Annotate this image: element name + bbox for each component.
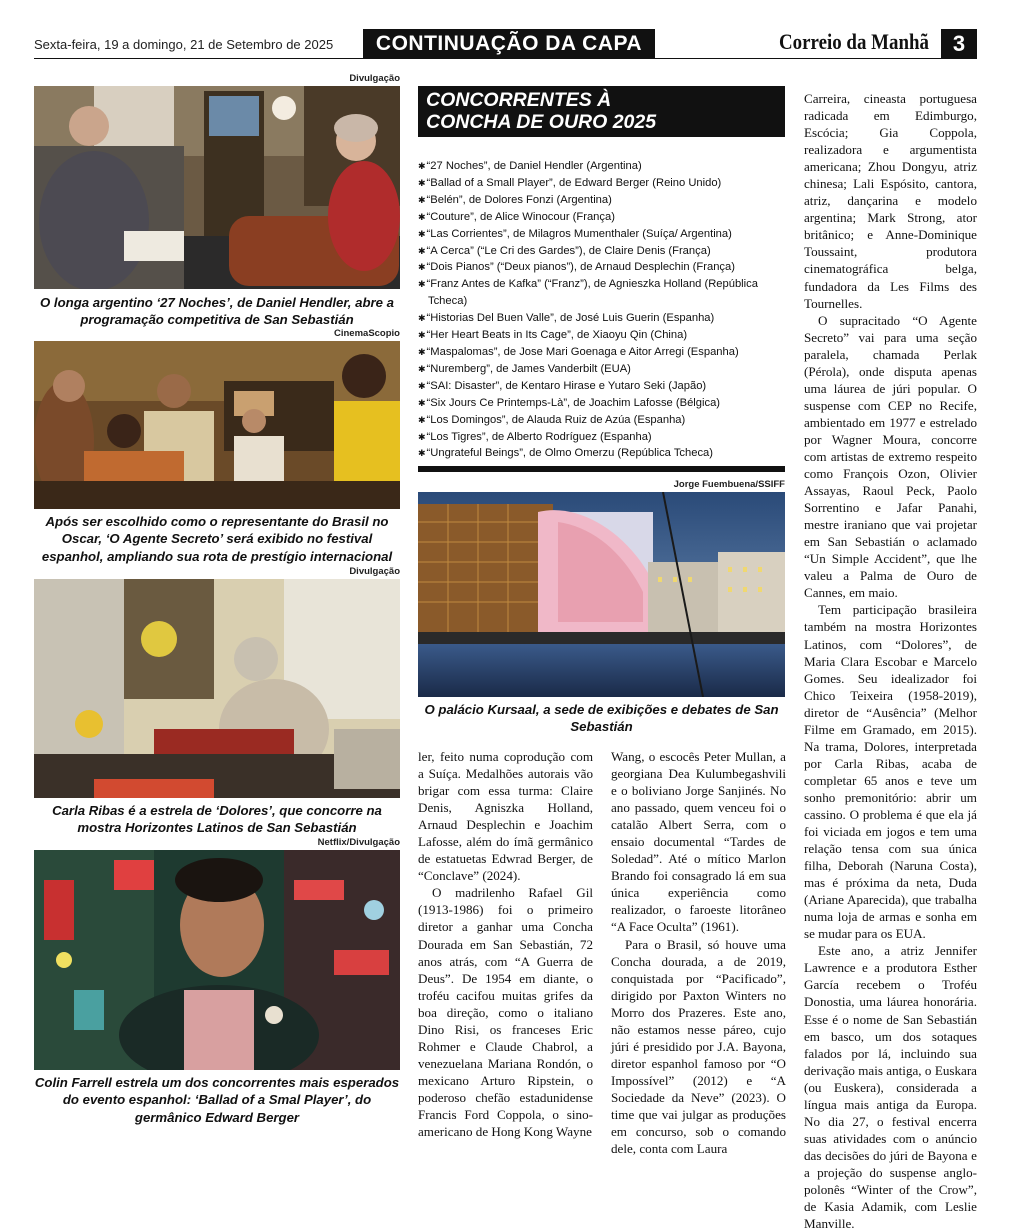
film-item: ✱ “Nuremberg”, de James Vanderbilt (EUA): [418, 361, 788, 378]
photo-caption: Após ser escolhido como o representante do Brasil no Oscar, ‘O Agente Secreto’ será exibido no festival espanhol, ampliando sua rota de prestígio internacional: [41, 514, 393, 564]
article-paragraph: Para o Brasil, só houve uma Concha dourada, a de 2019, conquistada por “Pacificado”, dirigido por Paxton Winters no Morro dos Prazeres. Este ano, não estamos nesse páreo, cujo júri é presidido por J.A. Bayona, diretor espanhol famoso por “O Impossível” (2012) e “A Sociedade da Neve” (2023). O time que vai julgar as produções em concurso, sob o comando dele, conta com Laura: [611, 936, 786, 1157]
photo-dolores: [34, 579, 400, 798]
film-item: ✱ “Los Tigres”, de Alberto Rodríguez (Espanha): [418, 429, 788, 446]
article-paragraph: Tem participação brasileira também na mostra Horizontes Latinos, com “Dolores”, de Maria Clara Escobar e Marcelo Gomes. Seu idealizador foi Chico Teixeira (1958-2019), diretor de “Ausência” (Melhor Filme em Gramado, em 2015). Na trama, Dolores, interpretada por Carla Ribas, acaba de completar 65 anos e teve um sonho premonitório: abrir um cassino. O problema é que ela já foi viciada em jogos e tem uma relação tensa com sua única filha, Deborah (Naruna Costa), mas é próxima da neta, Duda (Ariane Aparecida), que trabalha numa loja de armas e sonha em se mudar para os EUA.: [804, 602, 977, 942]
photo-o-agente-secreto: [34, 341, 400, 509]
photo-credit: Divulgação: [349, 73, 400, 84]
article-paragraph: Wang, o escocês Peter Mullan, a georgiana Dea Kulumbegashvili e o boliviano Jorge Sanjinés. No ano passado, quem venceu foi o catalão Albert Serra, com o ensaio documental “Tardes de Soledad”. Até o mítico Marlon Brando foi consagrado lá em sua única experiência como realizador, o faroeste litorâneo “A Face Oculta” (1961).: [611, 749, 786, 935]
photo-credit: CinemaScopio: [334, 328, 400, 339]
photo-kursaal: [418, 492, 785, 697]
section-title: CONTINUAÇÃO DA CAPA: [363, 29, 655, 58]
photo-caption: Carla Ribas é a estrela de ‘Dolores’, que concorre na mostra Horizontes Latinos de San Sebastián: [52, 803, 382, 836]
article-paragraph: O supracitado “O Agente Secreto” vai para uma seção paralela, chamada Perlak (Pérola), onde disputa apenas uma láurea de júri popular. O suspense com CEP no Recife, ambientado em 1977 e estrelado por Wagner Moura, concorre com artistas de extremo respeito como François Ozon, Olivier Assayas, Raoul Peck, Paolo Sorrentino e Jafar Panahi, mestre iraniano que vai projetar em San Sebastián o aclamado “Un Simple Accident”, que lhe valeu a Palma de Ouro de Cannes, em maio.: [804, 312, 977, 601]
box-title: [418, 86, 785, 137]
newspaper-logo: Correio da Manhã: [779, 29, 929, 54]
edition-date: Sexta-feira, 19 a domingo, 21 de Setembro de 2025: [34, 37, 334, 52]
film-item: ✱ “Ballad of a Small Player”, de Edward Berger (Reino Unido): [418, 175, 788, 192]
article-column-2: [611, 748, 786, 1157]
film-item: ✱ “Dois Pianos” (“Deux pianos”), de Arnaud Desplechin (França): [418, 259, 788, 276]
photo-caption: Colin Farrell estrela um dos concorrentes mais esperados do evento espanhol: ‘Ballad of a Smal Player’, do germânico Edward Berger: [34, 1075, 400, 1125]
film-list: [418, 158, 788, 462]
film-item: ✱ “Her Heart Beats in Its Cage”, de Xiaoyu Qin (China): [418, 327, 788, 344]
film-item: ✱ “A Cerca” (“Le Cri des Gardes”), de Claire Denis (França): [418, 243, 788, 260]
film-item: ✱ “Six Jours Ce Printemps-Là”, de Joachim Lafosse (Bélgica): [418, 395, 788, 412]
box-title-line: CONCORRENTES À: [426, 89, 612, 111]
box-title-line: CONCHA DE OURO 2025: [426, 111, 657, 133]
page-number: 3: [941, 29, 977, 58]
film-item: ✱ “Las Corrientes”, de Milagros Mumenthaler (Suíça/ Argentina): [418, 226, 788, 243]
photo-ballad-of-a-small-player: [34, 850, 400, 1070]
header-divider: [34, 58, 977, 59]
box-divider: [418, 466, 785, 472]
article-paragraph: Este ano, a atriz Jennifer Lawrence e a produtora Esther García recebem o Troféu Donostia, uma láurea honorária. Esse é o nome de San Sebastián em basco, um dos sotaques falados por lá, incluindo sua derivação mais antiga, o Euskara (ou Euskera), considerada a língua mais antiga da Europa. No dia 27, o festival encerra suas atividades com o anúncio das decisões do júri de Bayona e a projeção do suspense anglo-polonês “Winter of the Crow”, de Kasia Adamik, com Leslie Manville.: [804, 943, 977, 1232]
photo-caption: O palácio Kursaal, a sede de exibições e debates de San Sebastián: [424, 702, 779, 735]
photo-credit: Divulgação: [349, 566, 400, 577]
article-paragraph: ler, feito numa coprodução com a Suíça. Medalhões autorais vão brigar com essa turma: Claire Denis, Agniszka Holland, Arnaud Desplechin e Joachim Lafosse, além do ímã germânico de estatuetas Edwrad Berger, de “Conclave” (2024).: [418, 749, 593, 884]
article-paragraph: Carreira, cineasta portuguesa radicada em Edimburgo, Escócia; Gia Coppola, realizadora e argumentista americana; Zhou Dongyu, atriz chinesa; Lali Espósito, cantora, atriz, dançarina e modelo argentina; Mark Strong, ator britânico; e Anne-Dominique Toussaint, produtora cinematográfica belga, fundadora da Les Films des Tournelles.: [804, 91, 977, 311]
film-item: ✱ “SAI: Disaster”, de Kentaro Hirase e Yutaro Seki (Japão): [418, 378, 788, 395]
film-item: ✱ “Maspalomas”, de Jose Mari Goenaga e Aitor Arregi (Espanha): [418, 344, 788, 361]
photo-caption: O longa argentino ‘27 Noches’, de Daniel Hendler, abre a programação competitiva de San Sebastián: [40, 295, 394, 328]
film-item: ✱ “Los Domingos”, de Alauda Ruiz de Azúa (Espanha): [418, 412, 788, 429]
article-column-3: [804, 90, 977, 1232]
film-item: ✱ “Franz Antes de Kafka” (“Franz”), de Agnieszka Holland (República Tcheca): [418, 276, 788, 310]
article-column-1: [418, 748, 593, 1140]
photo-credit: Jorge Fuembuena/SSIFF: [673, 479, 785, 490]
film-item: ✱ “27 Noches”, de Daniel Hendler (Argentina): [418, 158, 788, 175]
photo-credit: Netflix/Divulgação: [317, 837, 400, 848]
film-item: ✱ “Couture”, de Alice Winocour (França): [418, 209, 788, 226]
film-item: ✱ “Historias Del Buen Valle”, de José Luis Guerin (Espanha): [418, 310, 788, 327]
article-paragraph: O madrilenho Rafael Gil (1913-1986) foi o primeiro diretor a ganhar uma Concha Dourada em San Sebastián, 72 anos atrás, com “A Guerra de Deus”. De 1954 em diante, o troféu cacifou muitas grifes da boa direção, como o italiano Dino Risi, os franceses Eric Rohmer e Claude Chabrol, a venezuelana Mariana Rondón, o mexicano Arturo Ripstein, o poderoso chefão estadunidense Francis Ford Coppola, o sino-americano de Hong Kong Wayne: [418, 885, 593, 1140]
film-item: ✱ “Belén”, de Dolores Fonzi (Argentina): [418, 192, 788, 209]
film-item: ✱ “Ungrateful Beings”, de Olmo Omerzu (República Tcheca): [418, 445, 788, 462]
photo-27-noches: [34, 86, 400, 289]
